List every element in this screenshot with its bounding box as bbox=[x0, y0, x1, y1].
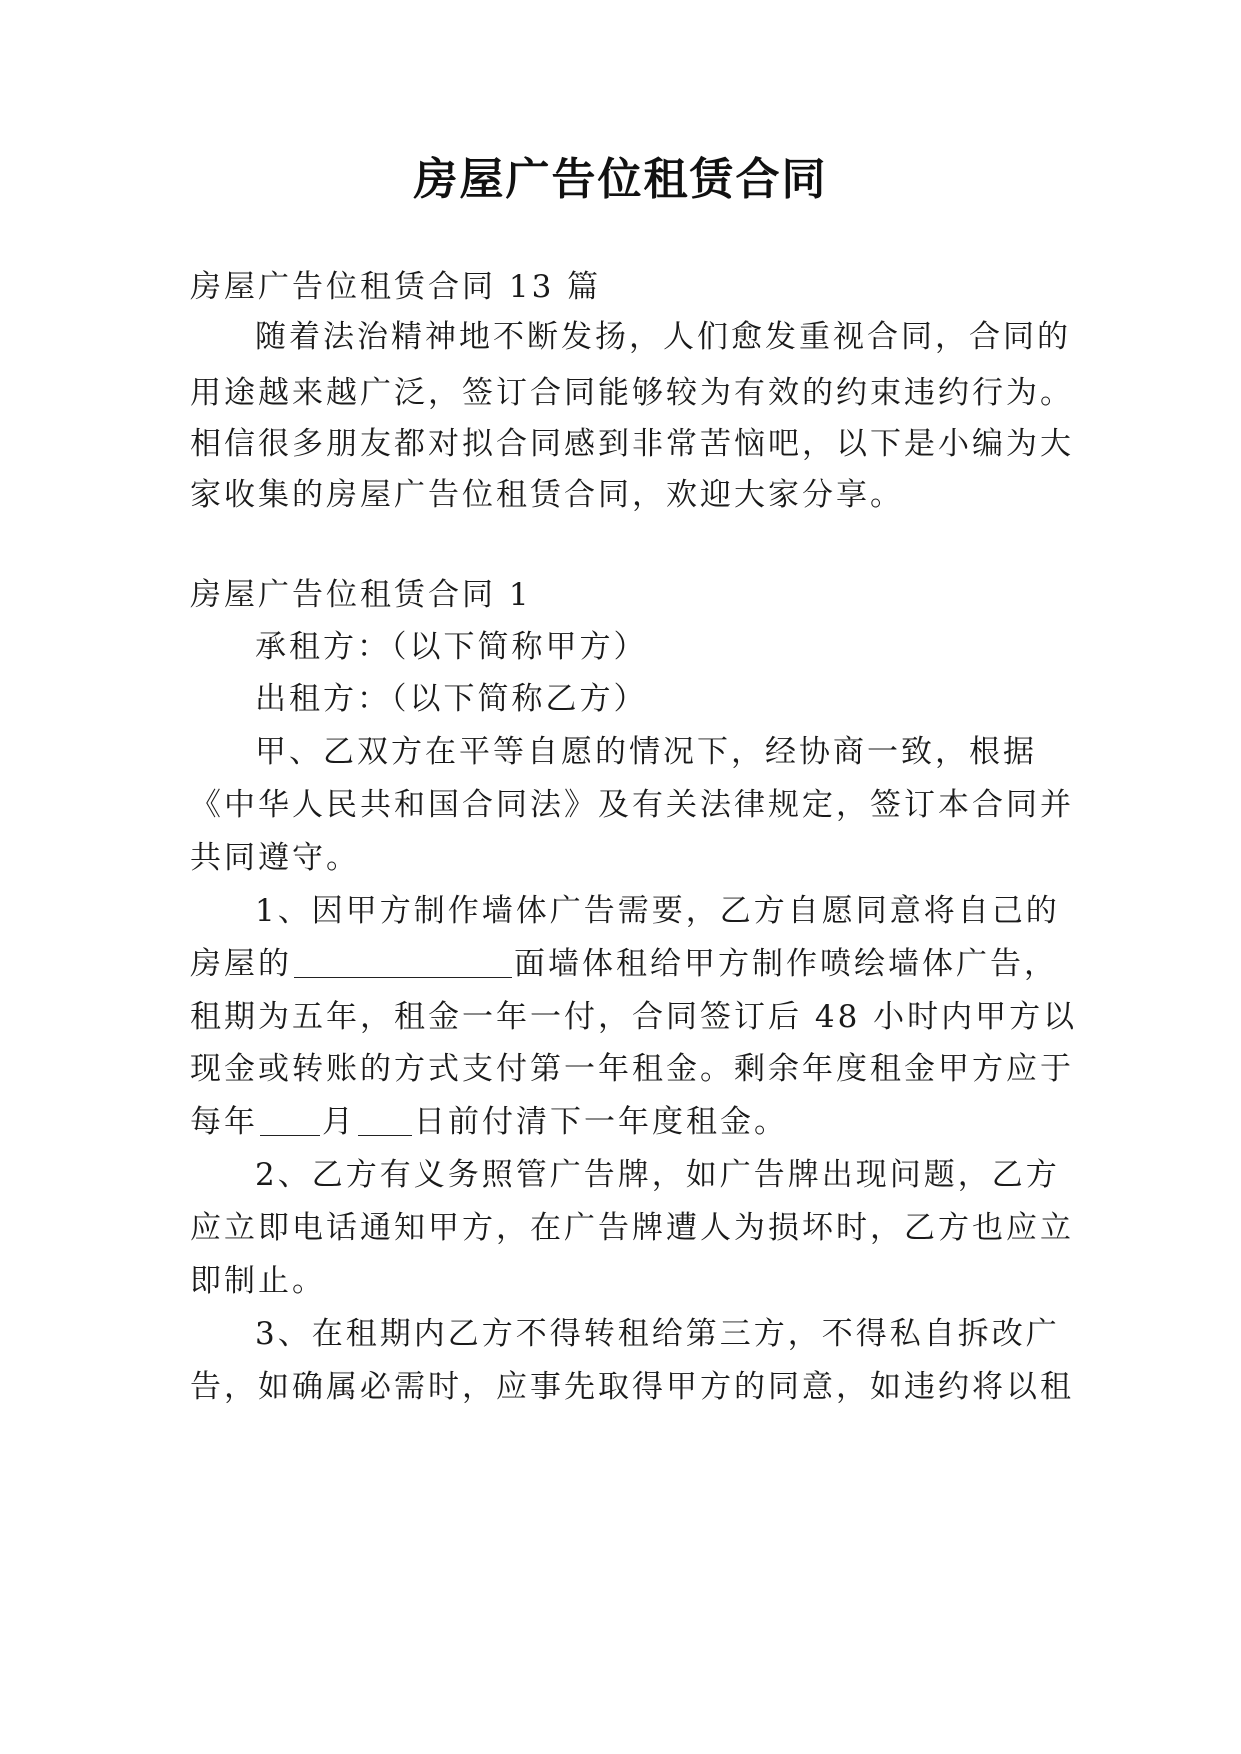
clause1-line bbox=[190, 935, 1070, 993]
section-heading: 房屋广告位租赁合同 1 bbox=[190, 577, 532, 613]
party-lessee: 承租方：（以下简称甲方） bbox=[255, 629, 648, 665]
preamble-line: 共同遵守。 bbox=[190, 840, 360, 876]
intro-line: 用途越来越广泛，签订合同能够较为有效的约束违约行为。 bbox=[190, 375, 1074, 411]
day-blank bbox=[358, 1105, 412, 1136]
clause1-text: 面墙体租给甲方制作喷绘墙体广告， bbox=[514, 946, 1058, 982]
clause1-text: 日前付清下一年度租金。 bbox=[414, 1104, 788, 1140]
clause1-line: 租期为五年，租金一年一付，合同签订后 48 小时内甲方以 bbox=[190, 999, 1078, 1035]
clause1-text: 月 bbox=[322, 1104, 356, 1140]
subtitle: 房屋广告位租赁合同 13 篇 bbox=[190, 269, 602, 305]
preamble-line: 甲、乙双方在平等自愿的情况下，经协商一致，根据 bbox=[255, 734, 1037, 770]
clause2-line: 应立即电话通知甲方，在广告牌遭人为损坏时，乙方也应立 bbox=[190, 1210, 1074, 1246]
clause3-line: 告，如确属必需时，应事先取得甲方的同意，如违约将以租 bbox=[190, 1369, 1074, 1405]
clause1-line bbox=[190, 1093, 1070, 1151]
wall-side-blank bbox=[294, 947, 512, 978]
clause2-line: 即制止。 bbox=[190, 1263, 326, 1299]
party-lessor: 出租方：（以下简称乙方） bbox=[255, 681, 648, 717]
month-blank bbox=[260, 1105, 320, 1136]
clause1-line: 1、因甲方制作墙体广告需要，乙方自愿同意将自己的 bbox=[255, 893, 1060, 929]
intro-line: 家收集的房屋广告位租赁合同，欢迎大家分享。 bbox=[190, 477, 904, 513]
document-title: 房屋广告位租赁合同 bbox=[413, 154, 828, 205]
clause1-text: 每年 bbox=[190, 1104, 258, 1140]
clause2-line: 2、乙方有义务照管广告牌，如广告牌出现问题，乙方 bbox=[255, 1157, 1060, 1193]
preamble-line: 《中华人民共和国合同法》及有关法律规定，签订本合同并 bbox=[190, 787, 1074, 823]
clause1-text: 房屋的 bbox=[190, 946, 292, 982]
clause1-line: 现金或转账的方式支付第一年租金。剩余年度租金甲方应于 bbox=[190, 1051, 1074, 1087]
intro-line: 随着法治精神地不断发扬，人们愈发重视合同，合同的 bbox=[255, 319, 1071, 355]
clause3-line: 3、在租期内乙方不得转租给第三方，不得私自拆改广 bbox=[255, 1316, 1060, 1352]
intro-line: 相信很多朋友都对拟合同感到非常苦恼吧，以下是小编为大 bbox=[190, 426, 1074, 462]
